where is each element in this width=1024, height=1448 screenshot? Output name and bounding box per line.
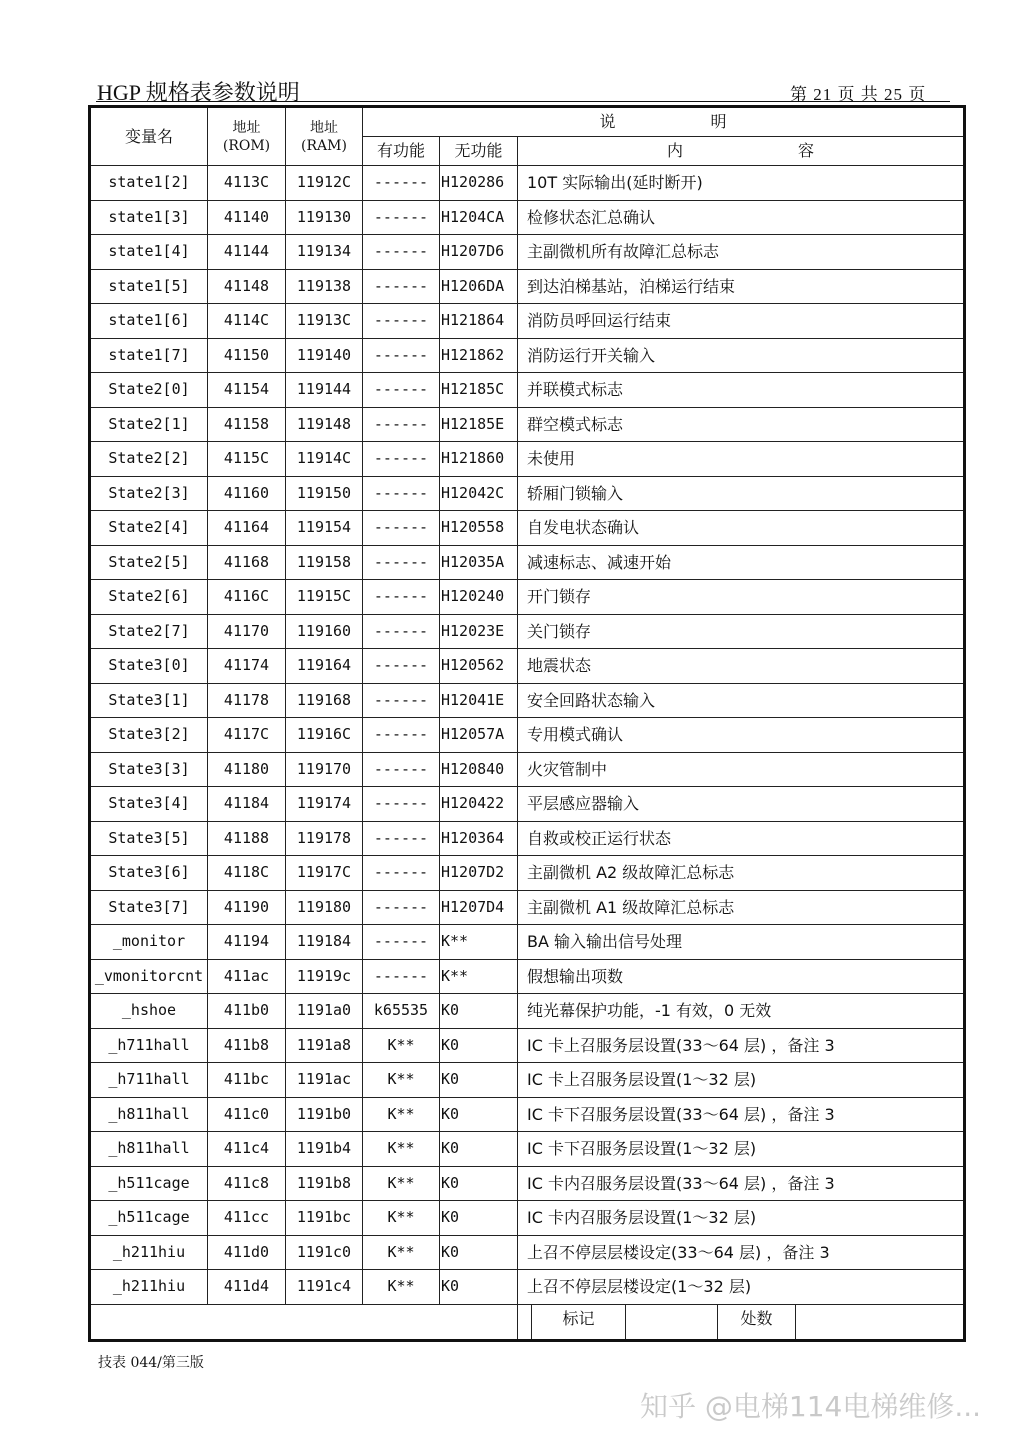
cell-rom-address: 41164: [208, 511, 286, 546]
cell-var-name: _h711hall: [90, 1063, 208, 1098]
cell-no-function: H12035A: [440, 545, 518, 580]
cell-no-function: H120364: [440, 821, 518, 856]
cell-no-function: H12185C: [440, 373, 518, 408]
cell-no-function: H121860: [440, 442, 518, 477]
cell-ram-address: 11912C: [286, 166, 363, 201]
table-row: [90, 1270, 965, 1305]
cell-ram-address: 11916C: [286, 718, 363, 753]
cell-no-function: K0: [440, 1270, 518, 1305]
cell-var-name: _hshoe: [90, 994, 208, 1029]
table-row: [90, 1235, 965, 1270]
footer-count-value: [796, 1304, 965, 1340]
footer-mark-value: [626, 1304, 718, 1340]
cell-description: IC 卡上召服务层设置(33～64 层) ，备注 3: [518, 1028, 965, 1063]
cell-no-function: K0: [440, 1132, 518, 1167]
table-body: [90, 166, 965, 1305]
cell-rom-address: 41150: [208, 338, 286, 373]
table-row: [90, 614, 965, 649]
cell-var-name: State2[4]: [90, 511, 208, 546]
col-ram-sub: (RAM): [301, 137, 347, 154]
cell-description: 自发电状态确认: [518, 511, 965, 546]
cell-var-name: _h511cage: [90, 1201, 208, 1236]
cell-has-function: ------: [363, 959, 440, 994]
cell-no-function: H121864: [440, 304, 518, 339]
cell-description: IC 卡下召服务层设置(1～32 层): [518, 1132, 965, 1167]
cell-description: 主副微机 A1 级故障汇总标志: [518, 890, 965, 925]
cell-ram-address: 1191c4: [286, 1270, 363, 1305]
cell-var-name: State3[7]: [90, 890, 208, 925]
cell-ram-address: 1191b0: [286, 1097, 363, 1132]
cell-no-function: K**: [440, 959, 518, 994]
col-rom: [208, 107, 286, 166]
header-rule: [96, 101, 950, 102]
cell-ram-address: 1191bc: [286, 1201, 363, 1236]
cell-description: 未使用: [518, 442, 965, 477]
cell-var-name: State2[0]: [90, 373, 208, 408]
cell-has-function: ------: [363, 752, 440, 787]
cell-no-function: H120840: [440, 752, 518, 787]
cell-no-function: K0: [440, 1028, 518, 1063]
cell-no-function: H1207D4: [440, 890, 518, 925]
table-row: [90, 166, 965, 201]
cell-has-function: K**: [363, 1063, 440, 1098]
cell-has-function: ------: [363, 614, 440, 649]
cell-has-function: ------: [363, 166, 440, 201]
cell-description: 开门锁存: [518, 580, 965, 615]
cell-var-name: State3[3]: [90, 752, 208, 787]
cell-rom-address: 4115C: [208, 442, 286, 477]
cell-has-function: K**: [363, 1270, 440, 1305]
cell-rom-address: 41168: [208, 545, 286, 580]
cell-ram-address: 11914C: [286, 442, 363, 477]
cell-description: 10T 实际输出(延时断开): [518, 166, 965, 201]
cell-var-name: state1[4]: [90, 235, 208, 270]
cell-description: 检修状态汇总确认: [518, 200, 965, 235]
cell-var-name: state1[3]: [90, 200, 208, 235]
cell-var-name: State2[3]: [90, 476, 208, 511]
cell-has-function: ------: [363, 511, 440, 546]
table-row: [90, 1097, 965, 1132]
table-row: [90, 338, 965, 373]
cell-has-function: ------: [363, 373, 440, 408]
cell-var-name: _h211hiu: [90, 1270, 208, 1305]
table-row: [90, 821, 965, 856]
cell-no-function: K0: [440, 994, 518, 1029]
cell-var-name: state1[6]: [90, 304, 208, 339]
document-title: HGP 规格表参数说明: [97, 80, 300, 105]
cell-rom-address: 4118C: [208, 856, 286, 891]
cell-description: 平层感应器输入: [518, 787, 965, 822]
table-row: [90, 649, 965, 684]
cell-has-function: ------: [363, 787, 440, 822]
cell-var-name: State2[1]: [90, 407, 208, 442]
cell-description: 安全回路状态输入: [518, 683, 965, 718]
cell-ram-address: 1191c0: [286, 1235, 363, 1270]
cell-has-function: ------: [363, 890, 440, 925]
cell-description: 自救或校正运行状态: [518, 821, 965, 856]
cell-ram-address: 11915C: [286, 580, 363, 615]
cell-ram-address: 119158: [286, 545, 363, 580]
cell-ram-address: 11913C: [286, 304, 363, 339]
cell-has-function: K**: [363, 1235, 440, 1270]
cell-ram-address: 119154: [286, 511, 363, 546]
col-rom-title: 地址: [232, 119, 261, 136]
cell-has-function: ------: [363, 925, 440, 960]
cell-var-name: state1[5]: [90, 269, 208, 304]
cell-ram-address: 119150: [286, 476, 363, 511]
cell-no-function: K0: [440, 1063, 518, 1098]
cell-description: 并联模式标志: [518, 373, 965, 408]
table-row: [90, 1132, 965, 1167]
spec-table: [88, 105, 966, 1342]
cell-rom-address: 411bc: [208, 1063, 286, 1098]
cell-var-name: _h711hall: [90, 1028, 208, 1063]
cell-description: BA 输入输出信号处理: [518, 925, 965, 960]
table-row: [90, 1166, 965, 1201]
cell-rom-address: 4117C: [208, 718, 286, 753]
cell-rom-address: 41160: [208, 476, 286, 511]
cell-rom-address: 41188: [208, 821, 286, 856]
cell-ram-address: 1191a8: [286, 1028, 363, 1063]
table-row: [90, 304, 965, 339]
header-row-1: [90, 107, 965, 137]
footer-blank: [90, 1304, 518, 1340]
cell-no-function: H120286: [440, 166, 518, 201]
cell-rom-address: 41180: [208, 752, 286, 787]
cell-var-name: _h511cage: [90, 1166, 208, 1201]
cell-rom-address: 41154: [208, 373, 286, 408]
col-desc-group: 说 明: [363, 107, 965, 137]
cell-var-name: State2[7]: [90, 614, 208, 649]
cell-no-function: H120558: [440, 511, 518, 546]
cell-ram-address: 119144: [286, 373, 363, 408]
cell-has-function: ------: [363, 269, 440, 304]
table-row: [90, 511, 965, 546]
cell-rom-address: 411d4: [208, 1270, 286, 1305]
cell-ram-address: 11919c: [286, 959, 363, 994]
cell-ram-address: 119140: [286, 338, 363, 373]
cell-ram-address: 119178: [286, 821, 363, 856]
cell-description: 消防运行开关输入: [518, 338, 965, 373]
col-ram: [286, 107, 363, 166]
cell-rom-address: 41140: [208, 200, 286, 235]
cell-has-function: ------: [363, 476, 440, 511]
cell-var-name: State3[4]: [90, 787, 208, 822]
footer-row: [90, 1304, 965, 1340]
col-ram-title: 地址: [310, 119, 338, 136]
cell-var-name: State2[6]: [90, 580, 208, 615]
cell-has-function: ------: [363, 442, 440, 477]
table-row: [90, 718, 965, 753]
cell-has-function: ------: [363, 304, 440, 339]
cell-ram-address: 1191a0: [286, 994, 363, 1029]
cell-ram-address: 119134: [286, 235, 363, 270]
footer-count-label: 处数: [718, 1304, 796, 1340]
cell-var-name: _monitor: [90, 925, 208, 960]
cell-ram-address: 1191ac: [286, 1063, 363, 1098]
cell-description: 群空模式标志: [518, 407, 965, 442]
cell-ram-address: 119130: [286, 200, 363, 235]
table-row: [90, 476, 965, 511]
cell-no-function: H12041E: [440, 683, 518, 718]
table-row: [90, 925, 965, 960]
table-row: [90, 890, 965, 925]
cell-ram-address: 1191b4: [286, 1132, 363, 1167]
cell-var-name: State2[2]: [90, 442, 208, 477]
table-row: [90, 683, 965, 718]
table-row: [90, 994, 965, 1029]
cell-description: IC 卡内召服务层设置(1～32 层): [518, 1201, 965, 1236]
table-row: [90, 442, 965, 477]
cell-description: 地震状态: [518, 649, 965, 684]
cell-var-name: state1[2]: [90, 166, 208, 201]
table-row: [90, 1028, 965, 1063]
cell-has-function: ------: [363, 338, 440, 373]
cell-rom-address: 41148: [208, 269, 286, 304]
cell-ram-address: 1191b8: [286, 1166, 363, 1201]
cell-rom-address: 41174: [208, 649, 286, 684]
cell-var-name: _vmonitorcnt: [90, 959, 208, 994]
table-row: [90, 407, 965, 442]
cell-description: IC 卡下召服务层设置(33～64 层) ，备注 3: [518, 1097, 965, 1132]
cell-description: 假想输出项数: [518, 959, 965, 994]
cell-rom-address: 41190: [208, 890, 286, 925]
table-row: [90, 200, 965, 235]
cell-rom-address: 411c4: [208, 1132, 286, 1167]
cell-has-function: K**: [363, 1097, 440, 1132]
col-no-func: 无功能: [440, 137, 518, 166]
cell-var-name: _h811hall: [90, 1132, 208, 1167]
cell-has-function: ------: [363, 649, 440, 684]
table-row: [90, 235, 965, 270]
cell-rom-address: 4113C: [208, 166, 286, 201]
table-row: [90, 545, 965, 580]
cell-no-function: H12042C: [440, 476, 518, 511]
cell-no-function: H121862: [440, 338, 518, 373]
col-content: 内 容: [518, 137, 965, 166]
cell-rom-address: 41144: [208, 235, 286, 270]
form-id: 技表 044/第三版: [98, 1355, 204, 1371]
cell-has-function: ------: [363, 856, 440, 891]
cell-var-name: State2[5]: [90, 545, 208, 580]
cell-no-function: H12185E: [440, 407, 518, 442]
table-row: [90, 752, 965, 787]
table-row: [90, 1063, 965, 1098]
cell-ram-address: 119164: [286, 649, 363, 684]
cell-ram-address: 119184: [286, 925, 363, 960]
col-has-func: 有功能: [363, 137, 440, 166]
cell-no-function: H1207D2: [440, 856, 518, 891]
cell-description: 主副微机所有故障汇总标志: [518, 235, 965, 270]
cell-no-function: H1206DA: [440, 269, 518, 304]
cell-no-function: K0: [440, 1201, 518, 1236]
cell-rom-address: 4116C: [208, 580, 286, 615]
cell-rom-address: 411ac: [208, 959, 286, 994]
cell-has-function: ------: [363, 235, 440, 270]
cell-no-function: H120422: [440, 787, 518, 822]
cell-no-function: H12023E: [440, 614, 518, 649]
cell-description: 减速标志、减速开始: [518, 545, 965, 580]
cell-var-name: _h811hall: [90, 1097, 208, 1132]
cell-description: IC 卡内召服务层设置(33～64 层) ，备注 3: [518, 1166, 965, 1201]
cell-var-name: State3[2]: [90, 718, 208, 753]
cell-var-name: State3[1]: [90, 683, 208, 718]
page-info: 第 21 页 共 25 页: [790, 85, 927, 104]
cell-has-function: ------: [363, 407, 440, 442]
cell-has-function: k65535: [363, 994, 440, 1029]
cell-has-function: ------: [363, 683, 440, 718]
cell-ram-address: 119148: [286, 407, 363, 442]
cell-rom-address: 411d0: [208, 1235, 286, 1270]
cell-has-function: ------: [363, 200, 440, 235]
cell-no-function: H1204CA: [440, 200, 518, 235]
cell-description: 到达泊梯基站，泊梯运行结束: [518, 269, 965, 304]
col-var-name: 变量名: [90, 107, 208, 166]
cell-rom-address: 4114C: [208, 304, 286, 339]
cell-description: 关门锁存: [518, 614, 965, 649]
cell-rom-address: 411b0: [208, 994, 286, 1029]
table-row: [90, 1201, 965, 1236]
watermark: 知乎 @电梯114电梯维修...: [640, 1390, 982, 1423]
cell-description: 消防员呼回运行结束: [518, 304, 965, 339]
cell-var-name: State3[0]: [90, 649, 208, 684]
cell-ram-address: 119168: [286, 683, 363, 718]
cell-has-function: K**: [363, 1166, 440, 1201]
cell-var-name: state1[7]: [90, 338, 208, 373]
cell-ram-address: 119170: [286, 752, 363, 787]
cell-has-function: ------: [363, 718, 440, 753]
cell-rom-address: 41184: [208, 787, 286, 822]
cell-has-function: ------: [363, 821, 440, 856]
table-row: [90, 269, 965, 304]
cell-ram-address: 119160: [286, 614, 363, 649]
cell-var-name: _h211hiu: [90, 1235, 208, 1270]
cell-no-function: K0: [440, 1166, 518, 1201]
cell-has-function: K**: [363, 1132, 440, 1167]
footer-gap: [518, 1304, 532, 1340]
cell-no-function: H1207D6: [440, 235, 518, 270]
cell-no-function: K**: [440, 925, 518, 960]
cell-ram-address: 119138: [286, 269, 363, 304]
cell-rom-address: 41194: [208, 925, 286, 960]
cell-description: 主副微机 A2 级故障汇总标志: [518, 856, 965, 891]
cell-rom-address: 411c0: [208, 1097, 286, 1132]
cell-rom-address: 411c8: [208, 1166, 286, 1201]
cell-ram-address: 119174: [286, 787, 363, 822]
cell-description: 火灾管制中: [518, 752, 965, 787]
cell-no-function: H120240: [440, 580, 518, 615]
table-row: [90, 580, 965, 615]
cell-description: 纯光幕保护功能，-1 有效，0 无效: [518, 994, 965, 1029]
cell-var-name: State3[6]: [90, 856, 208, 891]
cell-rom-address: 41170: [208, 614, 286, 649]
cell-rom-address: 41158: [208, 407, 286, 442]
table-row: [90, 373, 965, 408]
cell-has-function: K**: [363, 1028, 440, 1063]
cell-var-name: State3[5]: [90, 821, 208, 856]
table-row: [90, 787, 965, 822]
cell-description: 上召不停层层楼设定(33～64 层) ，备注 3: [518, 1235, 965, 1270]
col-rom-sub: (ROM): [222, 137, 271, 154]
cell-no-function: K0: [440, 1235, 518, 1270]
cell-ram-address: 119180: [286, 890, 363, 925]
cell-has-function: K**: [363, 1201, 440, 1236]
cell-has-function: ------: [363, 545, 440, 580]
cell-rom-address: 411cc: [208, 1201, 286, 1236]
cell-description: 轿厢门锁输入: [518, 476, 965, 511]
footer-mark-label: 标记: [532, 1304, 626, 1340]
cell-description: IC 卡上召服务层设置(1～32 层): [518, 1063, 965, 1098]
cell-no-function: K0: [440, 1097, 518, 1132]
cell-rom-address: 411b8: [208, 1028, 286, 1063]
cell-description: 上召不停层层楼设定(1～32 层): [518, 1270, 965, 1305]
table-row: [90, 856, 965, 891]
cell-description: 专用模式确认: [518, 718, 965, 753]
cell-no-function: H12057A: [440, 718, 518, 753]
table-row: [90, 959, 965, 994]
cell-no-function: H120562: [440, 649, 518, 684]
cell-ram-address: 11917C: [286, 856, 363, 891]
cell-rom-address: 41178: [208, 683, 286, 718]
cell-has-function: ------: [363, 580, 440, 615]
